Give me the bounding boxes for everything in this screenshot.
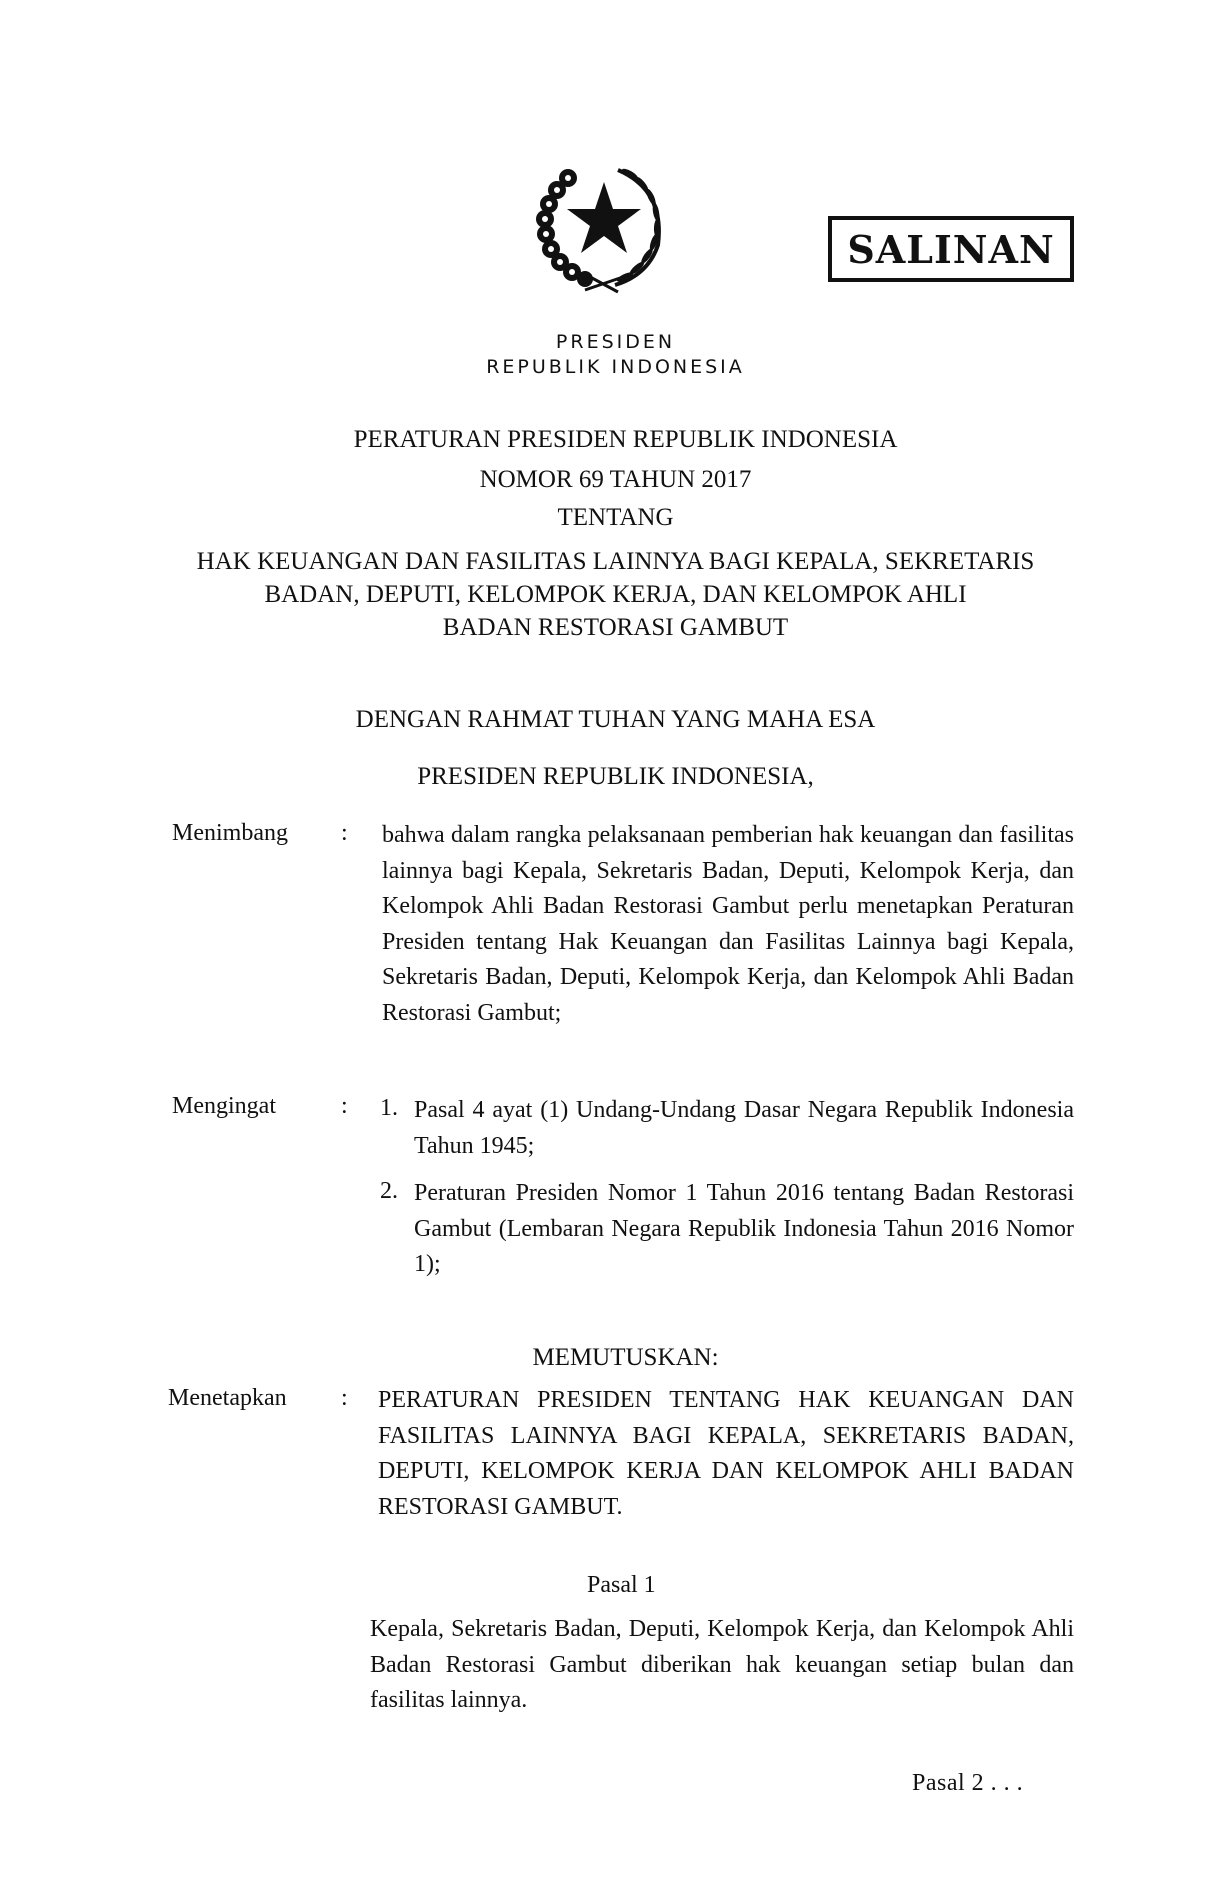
menimbang-label: Menimbang xyxy=(172,820,288,846)
pasal-1-heading: Pasal 1 xyxy=(587,1572,656,1598)
mengingat-item-1-text: Pasal 4 ayat (1) Undang-Undang Dasar Negara Republik Indonesia Tahun 1945; xyxy=(414,1097,1074,1159)
document-subject-line-3: BADAN RESTORASI GAMBUT xyxy=(442,614,789,641)
document-subject-line-2: BADAN, DEPUTI, KELOMPOK KERJA, DAN KELOMPOK AHLI xyxy=(264,581,967,608)
issuer-line-republik: REPUBLIK INDONESIA xyxy=(486,356,745,378)
issuer-line-presiden: PRESIDEN xyxy=(555,331,676,353)
mengingat-colon: : xyxy=(341,1093,348,1119)
salinan-stamp: SALINAN xyxy=(828,216,1074,282)
mengingat-item-2-text: Peraturan Presiden Nomor 1 Tahun 2016 tentang Badan Restorasi Gambut (Lembaran Negara Republik Indonesia Tahun 2016 Nomor 1); xyxy=(414,1180,1074,1277)
memutuskan-heading: MEMUTUSKAN: xyxy=(532,1344,719,1371)
pasal-1-text: Kepala, Sekretaris Badan, Deputi, Kelompok Kerja, dan Kelompok Ahli Badan Restorasi Gambut diberikan hak keuangan setiap bulan dan fasilitas lainnya. xyxy=(370,1616,1074,1713)
menetapkan-label: Menetapkan xyxy=(168,1385,287,1411)
document-tentang: TENTANG xyxy=(557,504,674,531)
document-title: PERATURAN PRESIDEN REPUBLIK INDONESIA xyxy=(353,426,898,453)
invocation: DENGAN RAHMAT TUHAN YANG MAHA ESA xyxy=(355,706,876,733)
mengingat-item-2-number: 2. xyxy=(380,1178,398,1204)
presidential-emblem-icon xyxy=(530,150,680,300)
authority: PRESIDEN REPUBLIK INDONESIA, xyxy=(417,763,814,790)
menimbang-text: bahwa dalam rangka pelaksanaan pemberian hak keuangan dan fasilitas lainnya bagi Kepala, Sekretaris Badan, Deputi, Kelompok Kerja, dan Kelompok Ahli Badan Restorasi Gambut perlu menetapkan Peraturan Presiden tentang Hak Keuangan dan Fasilitas Lainnya bagi Kepala, Sekretaris Badan, Deputi, Kelompok Kerja, dan Kelompok Ahli Badan Restorasi Gambut; xyxy=(382,822,1074,1026)
menetapkan-text: PERATURAN PRESIDEN TENTANG HAK KEUANGAN DAN FASILITAS LAINNYA BAGI KEPALA, SEKRETARIS BADAN, DEPUTI, KELOMPOK KERJA DAN KELOMPOK AHLI BADAN RESTORASI GAMBUT. xyxy=(378,1387,1074,1520)
menimbang-colon: : xyxy=(341,820,348,846)
document-subject-line-1: HAK KEUANGAN DAN FASILITAS LAINNYA BAGI KEPALA, SEKRETARIS xyxy=(196,548,1035,575)
menetapkan-colon: : xyxy=(341,1385,348,1411)
mengingat-label: Mengingat xyxy=(172,1093,276,1119)
page-continuation: Pasal 2 . . . xyxy=(912,1770,1024,1796)
mengingat-item-1-number: 1. xyxy=(380,1095,398,1121)
document-number: NOMOR 69 TAHUN 2017 xyxy=(479,466,752,493)
